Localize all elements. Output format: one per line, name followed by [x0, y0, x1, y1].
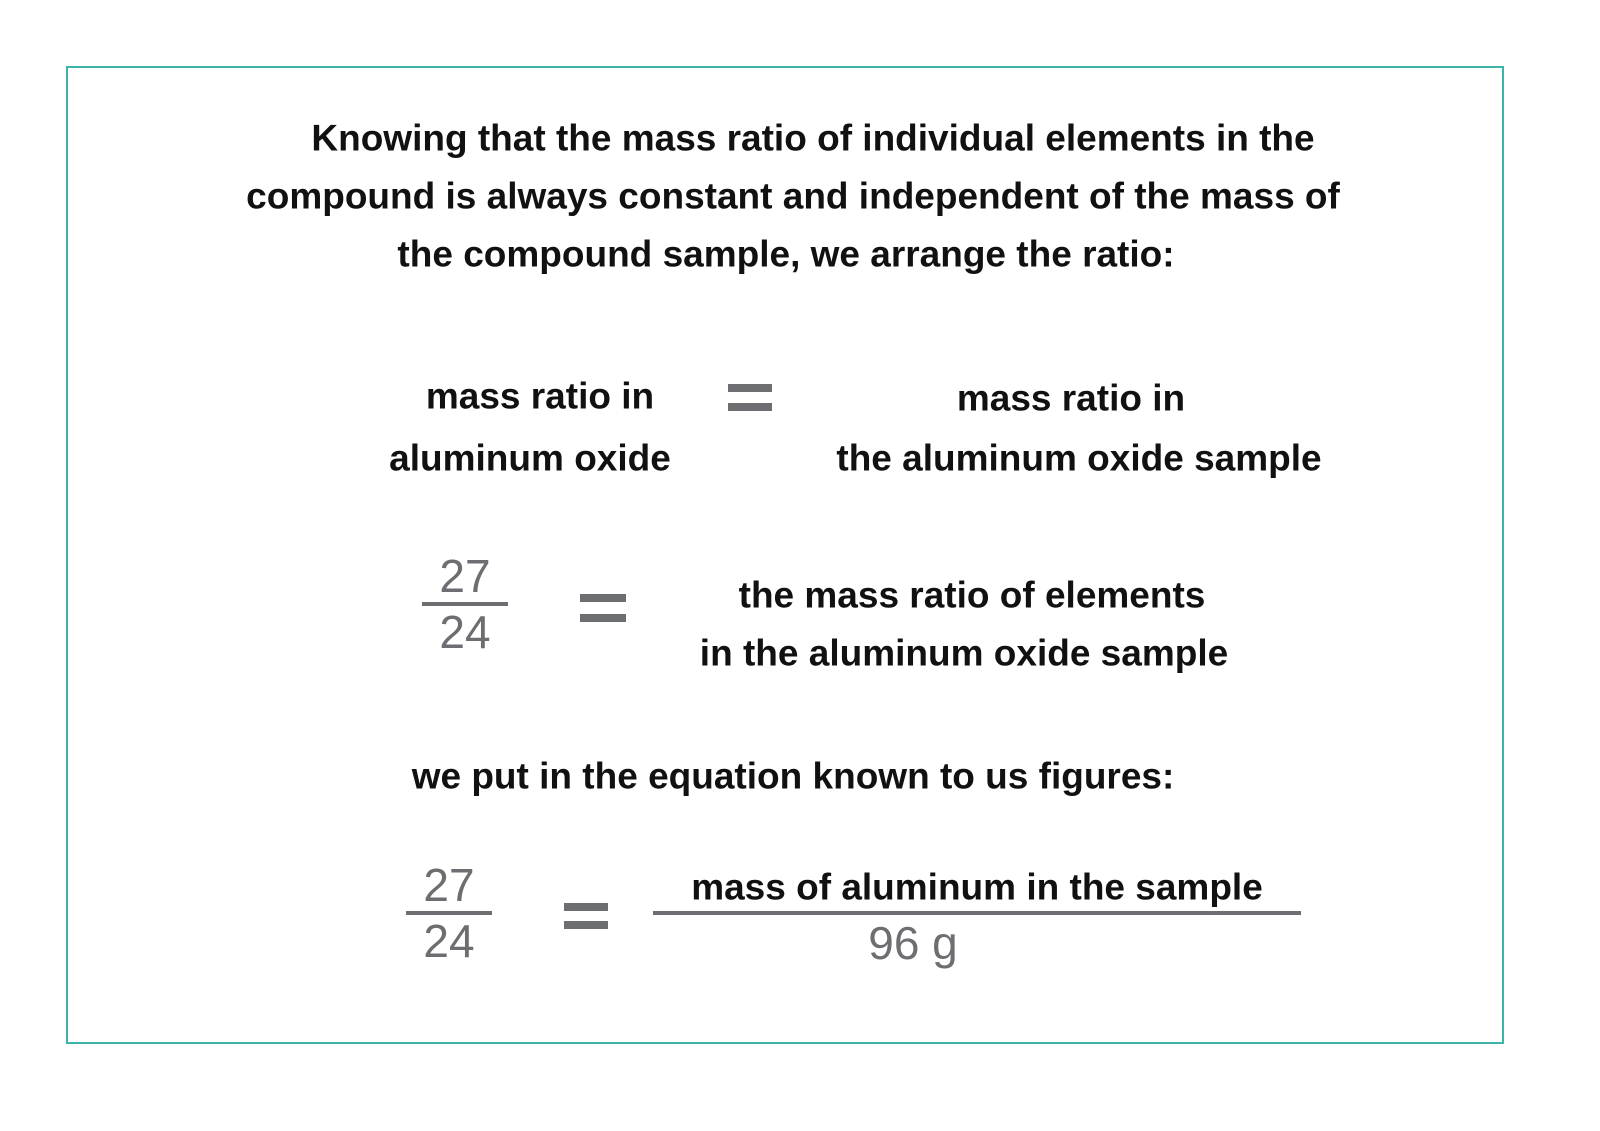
eq1-right-line-2: the aluminum oxide sample [836, 437, 1322, 479]
equals-sign-1-top [728, 384, 772, 392]
eq1-right-line-1: mass ratio in [956, 377, 1186, 419]
equals-sign-1-bottom [728, 403, 772, 411]
eq2-denominator: 24 [439, 606, 491, 658]
eq1-left-line-2: aluminum oxide [389, 437, 671, 479]
intro-line-3: the compound sample, we arrange the ratio: [397, 233, 1175, 275]
eq2-right-line-2: in the aluminum oxide sample [699, 632, 1229, 674]
equals-sign-2-bottom [580, 614, 626, 622]
intro-line-2: compound is always constant and independent of the mass of [246, 175, 1340, 217]
eq3-right-fraction-line [653, 911, 1301, 915]
eq3-right-numerator: mass of aluminum in the sample [691, 866, 1263, 908]
eq1-left-line-1: mass ratio in [425, 375, 655, 417]
eq3-right-denominator: 96 g [868, 917, 958, 969]
equals-sign-3-top [564, 903, 608, 911]
transition-text: we put in the equation known to us figures: [411, 755, 1175, 797]
eq2-numerator: 27 [439, 550, 491, 602]
eq3-numerator: 27 [423, 859, 475, 911]
eq2-right-line-1: the mass ratio of elements [738, 574, 1206, 616]
intro-line-1: Knowing that the mass ratio of individual elements in the [311, 117, 1315, 159]
eq3-denominator: 24 [423, 915, 475, 967]
equals-sign-3-bottom [564, 921, 608, 929]
equals-sign-2-top [580, 594, 626, 602]
